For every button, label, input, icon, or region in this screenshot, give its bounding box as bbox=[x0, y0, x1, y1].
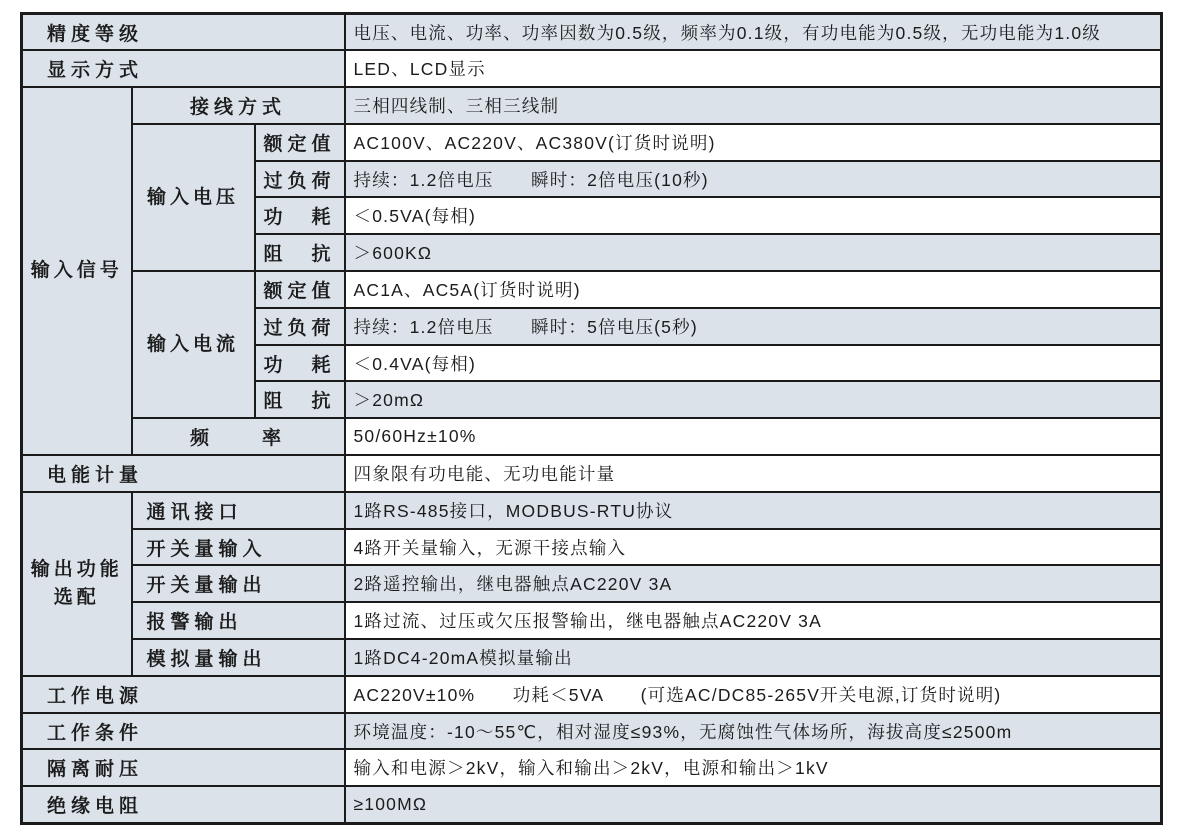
group-label-input-voltage: 输入电压 bbox=[132, 124, 255, 271]
row-label-isolation-withstand: 隔离耐压 bbox=[22, 749, 345, 786]
spec-row bbox=[22, 492, 1162, 529]
row-value-working-conditions: 环境温度：-10～55℃，相对湿度≤93%，无腐蚀性气体场所，海拔高度≤2500m bbox=[345, 713, 1162, 750]
spec-row bbox=[22, 418, 1162, 455]
row-value-voltage-rated: AC100V、AC220V、AC380V(订货时说明) bbox=[345, 124, 1162, 161]
spec-row bbox=[22, 124, 1162, 161]
row-label-voltage-impedance: 阻 抗 bbox=[255, 234, 345, 271]
spec-row bbox=[22, 786, 1162, 823]
row-label-insulation-resistance: 绝缘电阻 bbox=[22, 786, 345, 823]
spec-row bbox=[22, 529, 1162, 566]
row-value-comm-interface: 1路RS-485接口，MODBUS-RTU协议 bbox=[345, 492, 1162, 529]
row-label-voltage-rated: 额定值 bbox=[255, 124, 345, 161]
row-value-power-supply: AC220V±10% 功耗＜5VA (可选AC/DC85-265V开关电源,订货时说明) bbox=[345, 676, 1162, 713]
group-label-output-options-line2: 选配 bbox=[53, 586, 100, 608]
row-label-digital-input: 开关量输入 bbox=[132, 529, 345, 566]
row-label-accuracy-class: 精度等级 bbox=[22, 14, 345, 51]
row-value-voltage-overload: 持续：1.2倍电压 瞬时：2倍电压(10秒) bbox=[345, 161, 1162, 198]
spec-row bbox=[22, 14, 1162, 51]
row-label-display-mode: 显示方式 bbox=[22, 50, 345, 87]
row-label-comm-interface: 通讯接口 bbox=[132, 492, 345, 529]
group-label-output-options bbox=[22, 492, 132, 676]
spec-row bbox=[22, 676, 1162, 713]
spec-row bbox=[22, 50, 1162, 87]
row-value-insulation-resistance: ≥100MΩ bbox=[345, 786, 1162, 823]
row-value-current-impedance: ＞20mΩ bbox=[345, 381, 1162, 418]
spec-row bbox=[22, 565, 1162, 602]
row-label-voltage-consumption: 功 耗 bbox=[255, 197, 345, 234]
row-value-display-mode: LED、LCD显示 bbox=[345, 50, 1162, 87]
row-label-power-supply: 工作电源 bbox=[22, 676, 345, 713]
spec-row bbox=[22, 602, 1162, 639]
row-label-current-impedance: 阻 抗 bbox=[255, 381, 345, 418]
row-value-analog-output: 1路DC4-20mA模拟量输出 bbox=[345, 639, 1162, 676]
row-label-current-overload: 过负荷 bbox=[255, 308, 345, 345]
row-label-working-conditions: 工作条件 bbox=[22, 713, 345, 750]
spec-row bbox=[22, 87, 1162, 124]
row-label-alarm-output: 报警输出 bbox=[132, 602, 345, 639]
row-value-digital-output: 2路遥控输出，继电器触点AC220V 3A bbox=[345, 565, 1162, 602]
row-label-voltage-overload: 过负荷 bbox=[255, 161, 345, 198]
group-label-input-current: 输入电流 bbox=[132, 271, 255, 418]
row-label-frequency: 频 率 bbox=[132, 418, 345, 455]
row-label-current-consumption: 功 耗 bbox=[255, 345, 345, 382]
group-label-input-signal: 输入信号 bbox=[22, 87, 132, 455]
row-label-wiring-mode: 接线方式 bbox=[132, 87, 345, 124]
row-value-voltage-impedance: ＞600KΩ bbox=[345, 234, 1162, 271]
row-value-frequency: 50/60Hz±10% bbox=[345, 418, 1162, 455]
spec-row bbox=[22, 639, 1162, 676]
row-value-energy-metering: 四象限有功电能、无功电能计量 bbox=[345, 455, 1162, 492]
row-value-digital-input: 4路开关量输入，无源干接点输入 bbox=[345, 529, 1162, 566]
spec-row bbox=[22, 713, 1162, 750]
row-value-current-overload: 持续：1.2倍电压 瞬时：5倍电压(5秒) bbox=[345, 308, 1162, 345]
spec-row bbox=[22, 271, 1162, 308]
group-label-output-options-line1: 输出功能 bbox=[30, 559, 123, 581]
row-label-energy-metering: 电能计量 bbox=[22, 455, 345, 492]
row-label-digital-output: 开关量输出 bbox=[132, 565, 345, 602]
spec-row bbox=[22, 749, 1162, 786]
row-value-accuracy-class: 电压、电流、功率、功率因数为0.5级，频率为0.1级，有功电能为0.5级，无功电能为1.0级 bbox=[345, 14, 1162, 51]
row-label-analog-output: 模拟量输出 bbox=[132, 639, 345, 676]
spec-table bbox=[20, 12, 1163, 825]
row-value-alarm-output: 1路过流、过压或欠压报警输出，继电器触点AC220V 3A bbox=[345, 602, 1162, 639]
spec-row bbox=[22, 455, 1162, 492]
row-value-current-consumption: ＜0.4VA(每相) bbox=[345, 345, 1162, 382]
row-label-current-rated: 额定值 bbox=[255, 271, 345, 308]
row-value-wiring-mode: 三相四线制、三相三线制 bbox=[345, 87, 1162, 124]
row-value-voltage-consumption: ＜0.5VA(每相) bbox=[345, 197, 1162, 234]
row-value-current-rated: AC1A、AC5A(订货时说明) bbox=[345, 271, 1162, 308]
row-value-isolation-withstand: 输入和电源＞2kV，输入和输出＞2kV，电源和输出＞1kV bbox=[345, 749, 1162, 786]
